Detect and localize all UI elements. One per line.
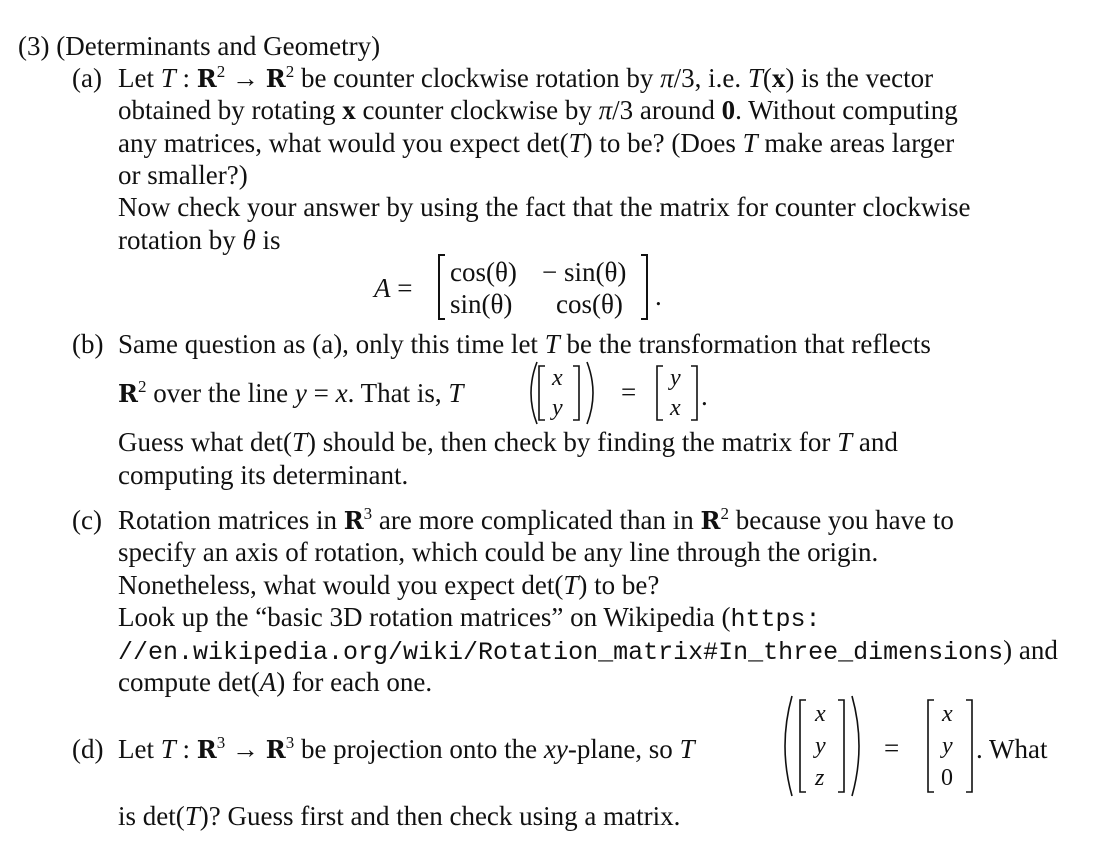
part-b-line-1: Same question as (a), only this time let T be the transformation that reflects [118, 329, 931, 359]
vector-entry: 0 [941, 765, 953, 791]
part-a-line-5: Now check your answer by using the fact that the matrix for counter clockwise [118, 192, 971, 222]
vector-entry: y [815, 733, 826, 759]
part-a-line-1: Let T : $R^2 \to R^2$ be counter clockwise rotation by π/3, i.e. T(x) is the vector [118, 62, 934, 93]
vector-entry: y [552, 395, 563, 421]
vector-entry: z [815, 765, 825, 791]
part-a-line-4: or smaller?) [118, 160, 248, 190]
part-d-line-2: is det(T)? Guess first and then check using a matrix. [118, 801, 681, 831]
vector-entry: x [942, 701, 953, 727]
vector-entry: y [670, 365, 681, 391]
equals-sign: = [621, 377, 637, 407]
equals-sign: = [884, 733, 900, 763]
part-d-label: (d) [72, 734, 104, 764]
wikipedia-link-part-2[interactable]: //en.wikipedia.org/wiki/Rotation_matrix#In_three_dimensions [118, 638, 1004, 667]
matrix-cell: sin(θ) [450, 289, 513, 319]
part-d-what: . What [976, 734, 1048, 764]
part-a-line-3: any matrices, what would you expect det(T) to be? (Does T make areas larger [118, 128, 955, 158]
part-b-line-3: Guess what det(T) should be, then check by finding the matrix for T and [118, 427, 898, 457]
period: . [701, 381, 708, 411]
wikipedia-link-part-1[interactable]: https: [730, 605, 821, 634]
part-c-line-4: Look up the “basic 3D rotation matrices” on Wikipedia (https: [118, 602, 821, 634]
matrix-A [438, 254, 648, 320]
part-c-line-5: //en.wikipedia.org/wiki/Rotation_matrix#In_three_dimensions) and [118, 635, 1058, 667]
part-d-line-1: Let T : $R^3 \to R^3$ be projection onto the xy-plane, so T [118, 733, 695, 764]
part-d-vector-expression [778, 694, 1098, 798]
part-c-line-3: Nonetheless, what would you expect det(T) to be? [118, 570, 660, 600]
part-c-line-2: specify an axis of rotation, which could be any line through the origin. [118, 537, 879, 567]
matrix-cell: cos(θ) [556, 289, 623, 319]
part-b-label: (b) [72, 329, 104, 359]
part-b-vector-expression [525, 360, 715, 426]
matrix-cell: − sin(θ) [542, 257, 627, 287]
vector-entry: x [670, 395, 681, 421]
matrix-A-lhs: A = [374, 273, 413, 303]
part-a-line-6: rotation by θ is [118, 225, 281, 255]
part-a-label: (a) [72, 63, 102, 93]
vector-entry: y [942, 733, 953, 759]
vector-entry: x [552, 365, 563, 391]
problem-heading: (3) (Determinants and Geometry) [18, 31, 381, 61]
matrix-A-period: . [655, 281, 662, 311]
matrix-cell: cos(θ) [450, 257, 517, 287]
matrix-right-bracket [641, 254, 648, 320]
vector-entry: x [815, 701, 826, 727]
matrix-left-bracket [438, 254, 445, 320]
part-a-line-2: obtained by rotating x counter clockwise by π/3 around 0. Without computing [118, 95, 958, 125]
part-c-label: (c) [72, 505, 102, 535]
part-b-line-4: computing its determinant. [118, 460, 409, 490]
part-b-line-2: $R^2$ over the line y = x. That is, T [118, 377, 464, 408]
part-c-line-6: compute det(A) for each one. [118, 667, 433, 697]
part-c-line-1: Rotation matrices in $R^3$ are more complicated than in $R^2$ because you have to [118, 504, 954, 535]
